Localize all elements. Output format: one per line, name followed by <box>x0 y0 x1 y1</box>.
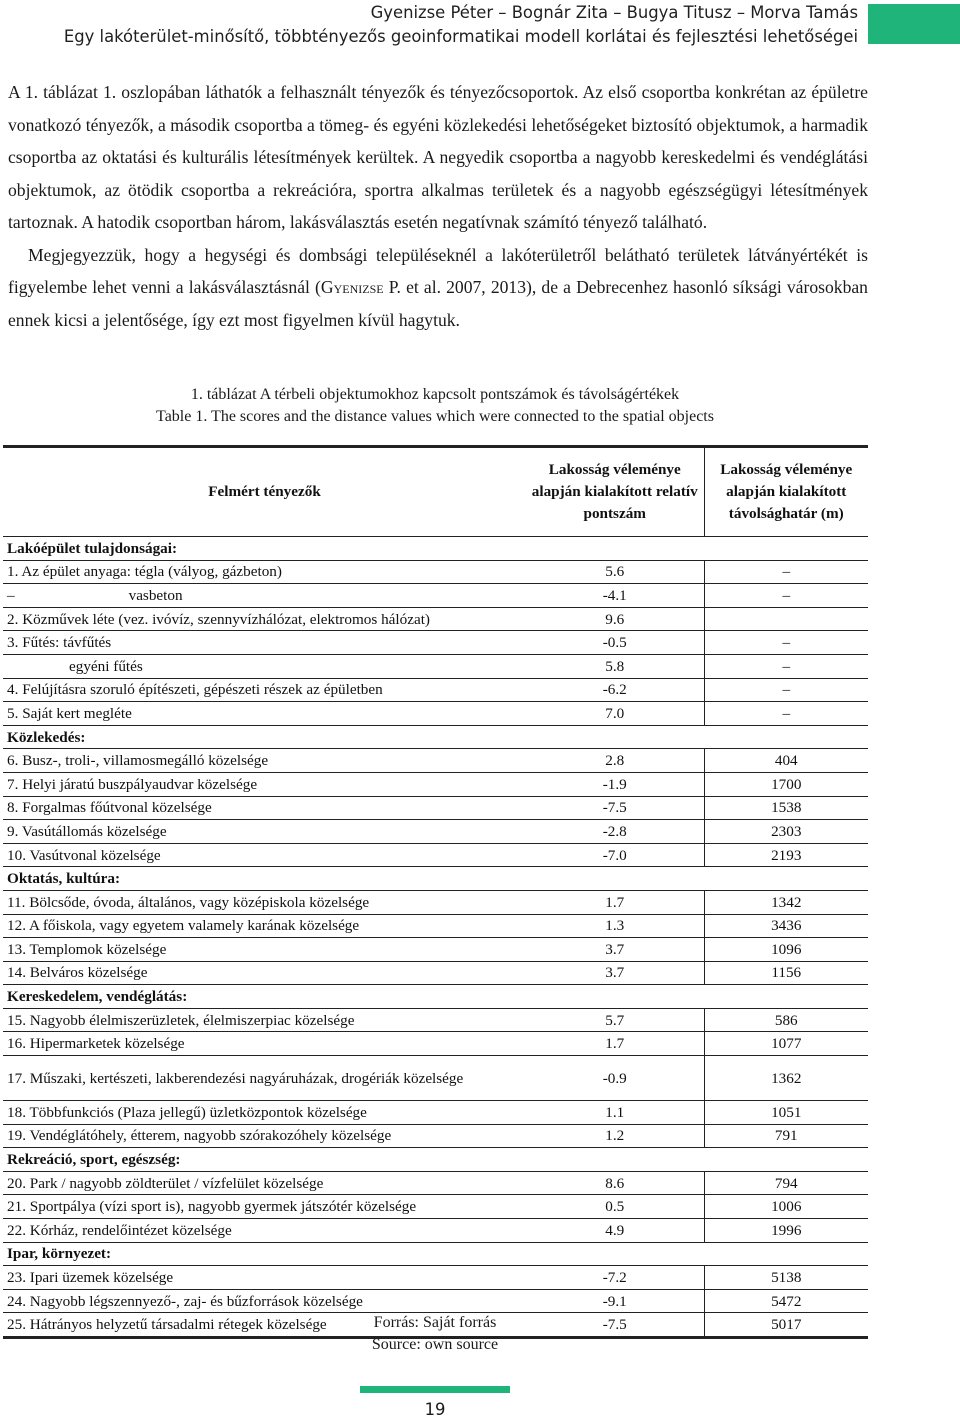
row-label: 20. Park / nagyobb zöldterület / vízfelület közelsége <box>3 1171 526 1195</box>
group-row <box>3 537 868 561</box>
row-distance: – <box>704 560 868 584</box>
table-row <box>3 1032 868 1056</box>
row-distance: 1342 <box>704 890 868 914</box>
row-label: 23. Ipari üzemek közelsége <box>3 1266 526 1290</box>
row-score: -0.5 <box>526 631 704 655</box>
group-row <box>3 1148 868 1172</box>
row-distance: 794 <box>704 1171 868 1195</box>
table-row <box>3 938 868 962</box>
row-score: -7.2 <box>526 1266 704 1290</box>
row-label: 8. Forgalmas főútvonal közelsége <box>3 796 526 820</box>
row-label: 4. Felújításra szoruló építészeti, gépészeti részek az épületben <box>3 678 526 702</box>
row-distance: 1006 <box>704 1195 868 1219</box>
row-score: -9.1 <box>526 1289 704 1313</box>
header-title: Egy lakóterület-minősítő, többtényezős geoinformatikai modell korlátai és fejlesztési lehetőségei <box>63 27 858 46</box>
table-row <box>3 654 868 678</box>
row-distance: 791 <box>704 1124 868 1148</box>
row-score: 4.9 <box>526 1219 704 1243</box>
paragraph-2-part-b: P. et al. 2007, 2013), de a Debrecenhez hasonló síksági városokban ennek kicsi a jelentősége, így ezt most figyelmen kívül hagytuk. <box>8 277 868 330</box>
row-distance: 1362 <box>704 1056 868 1101</box>
table-source <box>0 1312 870 1356</box>
row-distance: 5017 <box>704 1313 868 1338</box>
row-label: 2. Közművek léte (vez. ivóvíz, szennyvízhálózat, elektromos hálózat) <box>3 607 526 631</box>
table-row <box>3 820 868 844</box>
row-distance: 1700 <box>704 772 868 796</box>
row-distance: – <box>704 584 868 608</box>
paragraph-1: A 1. táblázat 1. oszlopában láthatók a felhasznált tényezők és tényezőcsoportok. Az első csoportba konkrétan az épületre vonatkozó tényezők, a második csoportba a tömeg- és egyéni közlekedési lehetőségeket biztosító objektumok, a harmadik csoportba az oktatási és kulturális létesítmények kerültek. A negyedik csoportba a nagyobb kereskedelmi és vendéglátási objektumok, az ötödik csoportba a rekreációra, sportra alkalmas területek és a nagyobb egészségügyi létesítmények tartoznak. A hatodik csoportban három, lakásválasztás esetén negatívnak számító tényező található. <box>8 82 868 232</box>
row-distance: 5472 <box>704 1289 868 1313</box>
body-text <box>8 76 868 336</box>
row-distance: – <box>704 678 868 702</box>
scores-table <box>3 445 868 1339</box>
table-row <box>3 560 868 584</box>
group-label: Kereskedelem, vendéglátás: <box>3 985 868 1009</box>
table-header-row <box>3 447 868 537</box>
row-distance: 1538 <box>704 796 868 820</box>
header-distance: Lakosság véleménye alapján kialakított távolsághatár (m) <box>704 447 868 537</box>
citation-author: Gyenizse <box>320 277 384 297</box>
row-score: 1.7 <box>526 890 704 914</box>
group-row <box>3 867 868 891</box>
row-label: 1. Az épület anyaga: tégla (vályog, gázbeton) <box>3 560 526 584</box>
table-row <box>3 772 868 796</box>
row-distance: – <box>704 654 868 678</box>
table-row <box>3 914 868 938</box>
row-score: 8.6 <box>526 1171 704 1195</box>
row-label: 15. Nagyobb élelmiszerüzletek, élelmiszerpiac közelsége <box>3 1008 526 1032</box>
row-label: 19. Vendéglátóhely, étterem, nagyobb szórakozóhely közelsége <box>3 1124 526 1148</box>
group-row <box>3 725 868 749</box>
source-hungarian: Forrás: Saját forrás <box>373 1314 497 1331</box>
table-row <box>3 1266 868 1290</box>
group-row <box>3 985 868 1009</box>
row-score: 7.0 <box>526 702 704 726</box>
table-row <box>3 1219 868 1243</box>
row-score: -2.8 <box>526 820 704 844</box>
row-distance: 404 <box>704 749 868 773</box>
row-label: 3. Fűtés: távfűtés <box>3 631 526 655</box>
row-score: 1.1 <box>526 1101 704 1125</box>
group-label: Ipar, környezet: <box>3 1242 868 1266</box>
table-row <box>3 702 868 726</box>
row-score: 0.5 <box>526 1195 704 1219</box>
group-label: Oktatás, kultúra: <box>3 867 868 891</box>
row-label: 12. A főiskola, vagy egyetem valamely karának közelsége <box>3 914 526 938</box>
row-distance: 1077 <box>704 1032 868 1056</box>
row-distance: 2193 <box>704 843 868 867</box>
row-label: 22. Kórház, rendelőintézet közelsége <box>3 1219 526 1243</box>
table-row <box>3 890 868 914</box>
row-label: 13. Templomok közelsége <box>3 938 526 962</box>
row-distance: 2303 <box>704 820 868 844</box>
group-row <box>3 1242 868 1266</box>
row-distance: 1051 <box>704 1101 868 1125</box>
row-distance: – <box>704 702 868 726</box>
row-score: 2.8 <box>526 749 704 773</box>
table-row <box>3 1289 868 1313</box>
row-distance: 1156 <box>704 961 868 985</box>
row-distance: 1996 <box>704 1219 868 1243</box>
row-label: 21. Sportpálya (vízi sport is), nagyobb gyermek játszótér közelsége <box>3 1195 526 1219</box>
row-score: 5.7 <box>526 1008 704 1032</box>
table-row <box>3 678 868 702</box>
header-score: Lakosság véleménye alapján kialakított relatív pontszám <box>526 447 704 537</box>
row-score: 1.2 <box>526 1124 704 1148</box>
page-number: 19 <box>424 1400 446 1419</box>
table-row <box>3 1101 868 1125</box>
row-score: 1.3 <box>526 914 704 938</box>
row-dash: – <box>7 586 15 604</box>
paragraph-2 <box>8 239 868 337</box>
caption-english: Table 1. The scores and the distance values which were connected to the spatial objects <box>156 408 714 425</box>
row-score: -0.9 <box>526 1056 704 1101</box>
row-distance: 3436 <box>704 914 868 938</box>
table-row <box>3 961 868 985</box>
caption-hungarian: 1. táblázat A térbeli objektumokhoz kapcsolt pontszámok és távolságértékek <box>190 386 680 403</box>
table-row <box>3 607 868 631</box>
row-score: 3.7 <box>526 938 704 962</box>
row-distance: – <box>704 631 868 655</box>
row-score: 5.6 <box>526 560 704 584</box>
footer-accent-bar <box>360 1386 510 1393</box>
row-label: 24. Nagyobb légszennyező-, zaj- és bűzforrások közelsége <box>3 1289 526 1313</box>
row-score: -1.9 <box>526 772 704 796</box>
row-label: 18. Többfunkciós (Plaza jellegű) üzletközpontok közelsége <box>3 1101 526 1125</box>
row-distance: 5138 <box>704 1266 868 1290</box>
table-row <box>3 1056 868 1101</box>
row-label <box>3 654 526 678</box>
group-label: Rekreáció, sport, egészség: <box>3 1148 868 1172</box>
table-row <box>3 796 868 820</box>
row-label: 7. Helyi járatú buszpályaudvar közelsége <box>3 772 526 796</box>
row-score: 9.6 <box>526 607 704 631</box>
table-row <box>3 843 868 867</box>
row-score: 3.7 <box>526 961 704 985</box>
table-caption <box>0 384 870 428</box>
group-label: Közlekedés: <box>3 725 868 749</box>
row-distance: 1096 <box>704 938 868 962</box>
row-label: 6. Busz-, troli-, villamosmegálló közelsége <box>3 749 526 773</box>
row-label-text: egyéni fűtés <box>69 657 143 675</box>
source-english: Source: own source <box>371 1336 499 1353</box>
table-row <box>3 1195 868 1219</box>
row-label: 5. Saját kert megléte <box>3 702 526 726</box>
row-score: -7.5 <box>526 796 704 820</box>
header-accent-bar <box>868 4 960 44</box>
row-label: 10. Vasútvonal közelsége <box>3 843 526 867</box>
table-row <box>3 1171 868 1195</box>
row-label: 16. Hipermarketek közelsége <box>3 1032 526 1056</box>
group-label: Lakóépület tulajdonságai: <box>3 537 868 561</box>
running-header <box>64 1 858 49</box>
table-row <box>3 1124 868 1148</box>
row-distance: 586 <box>704 1008 868 1032</box>
row-label-text: vasbeton <box>128 586 183 604</box>
row-score: 5.8 <box>526 654 704 678</box>
row-label: 14. Belváros közelsége <box>3 961 526 985</box>
row-score: -7.0 <box>526 843 704 867</box>
table-row <box>3 584 868 608</box>
row-distance <box>704 607 868 631</box>
header-factors: Felmért tényezők <box>3 447 526 537</box>
header-authors: Gyenizse Péter – Bognár Zita – Bugya Titusz – Morva Tamás <box>370 3 858 22</box>
row-score: -6.2 <box>526 678 704 702</box>
row-label: 11. Bölcsőde, óvoda, általános, vagy középiskola közelsége <box>3 890 526 914</box>
row-label <box>3 584 526 608</box>
row-label: 25. Hátrányos helyzetű társadalmi rétegek közelsége <box>3 1313 526 1338</box>
paragraph-2-part-a: Megjegyezzük, hogy a hegységi és dombsági településeknél a lakóterületről belátható területek látványértékét is figyelembe lehet venni a lakásválasztásnál ( <box>8 244 868 297</box>
row-label: 17. Műszaki, kertészeti, lakberendezési nagyáruházak, drogériák közelsége <box>3 1056 526 1101</box>
row-score: 1.7 <box>526 1032 704 1056</box>
row-label: 9. Vasútállomás közelsége <box>3 820 526 844</box>
row-score: -7.5 <box>526 1313 704 1338</box>
table-row <box>3 631 868 655</box>
table-row <box>3 1008 868 1032</box>
row-score: -4.1 <box>526 584 704 608</box>
table-row <box>3 749 868 773</box>
